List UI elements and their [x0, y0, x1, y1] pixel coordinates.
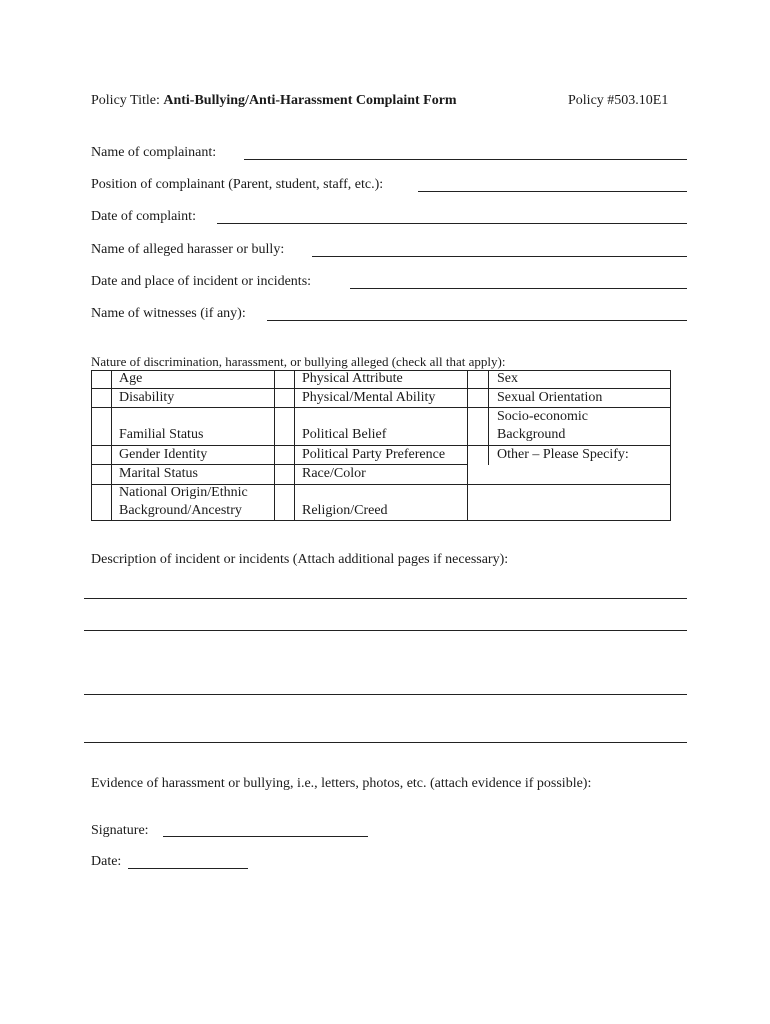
table-rule: [91, 520, 671, 521]
description-line-3[interactable]: [84, 694, 687, 695]
nature-heading: Nature of discrimination, harassment, or bullying alleged (check all that apply):: [91, 354, 506, 369]
checkbox-age[interactable]: [92, 371, 110, 389]
signature-label: Signature:: [91, 823, 149, 838]
checkbox-political-party[interactable]: [275, 446, 293, 464]
policy-title-prefix: Policy Title:: [91, 93, 160, 108]
complainant-name-field[interactable]: [244, 159, 687, 160]
option-familial-status: Familial Status: [119, 427, 204, 442]
policy-title: [91, 93, 457, 109]
complainant-position-field[interactable]: [418, 191, 687, 192]
option-socio-economic-line2: Background: [497, 427, 566, 442]
complainant-name-label: Name of complainant:: [91, 145, 217, 160]
checkbox-sex[interactable]: [468, 371, 486, 389]
evidence-label: Evidence of harassment or bullying, i.e., letters, photos, etc. (attach evidence if possible):: [91, 776, 592, 791]
date-field[interactable]: [128, 868, 248, 869]
checkbox-physical-attribute[interactable]: [275, 371, 293, 389]
checkbox-familial-status[interactable]: [92, 408, 110, 445]
signature-field[interactable]: [163, 836, 368, 837]
option-race-color: Race/Color: [302, 466, 366, 481]
complaint-date-field[interactable]: [217, 223, 687, 224]
incident-date-place-field[interactable]: [350, 288, 687, 289]
checkbox-physical-mental-ability[interactable]: [275, 389, 293, 407]
option-physical-mental-ability: Physical/Mental Ability: [302, 390, 436, 405]
harasser-name-field[interactable]: [312, 256, 687, 257]
checkbox-sexual-orientation[interactable]: [468, 389, 486, 407]
harasser-name-label: Name of alleged harasser or bully:: [91, 242, 285, 257]
option-national-origin-line2: Background/Ancestry: [119, 503, 242, 518]
description-line-2[interactable]: [84, 630, 687, 631]
policy-title-text: Anti-Bullying/Anti-Harassment Complaint Form: [163, 93, 457, 108]
description-line-4[interactable]: [84, 742, 687, 743]
option-national-origin-line1: National Origin/Ethnic: [119, 485, 248, 500]
checkbox-marital-status[interactable]: [92, 465, 110, 483]
option-other: Other – Please Specify:: [497, 447, 629, 462]
checkbox-political-belief[interactable]: [275, 408, 293, 445]
complaint-date-label: Date of complaint:: [91, 209, 196, 224]
incident-date-place-label: Date and place of incident or incidents:: [91, 274, 312, 289]
nature-checkbox-table: [91, 370, 671, 521]
option-sexual-orientation: Sexual Orientation: [497, 390, 603, 405]
witnesses-label: Name of witnesses (if any):: [91, 306, 246, 321]
checkbox-national-origin[interactable]: [92, 485, 110, 520]
checkbox-race-color[interactable]: [275, 465, 293, 483]
table-rule: [294, 370, 295, 521]
witnesses-field[interactable]: [267, 320, 687, 321]
table-rule: [111, 370, 112, 521]
description-label: Description of incident or incidents (Attach additional pages if necessary):: [91, 552, 509, 567]
date-label: Date:: [91, 854, 122, 869]
checkbox-other[interactable]: [468, 446, 486, 464]
checkbox-religion-creed[interactable]: [275, 485, 293, 520]
option-sex: Sex: [497, 371, 518, 386]
checkbox-gender-identity[interactable]: [92, 446, 110, 464]
checkbox-socio-economic[interactable]: [468, 408, 486, 445]
option-socio-economic-line1: Socio-economic: [497, 409, 588, 424]
checkbox-disability[interactable]: [92, 389, 110, 407]
policy-number: Policy #503.10E1: [568, 93, 669, 108]
option-gender-identity: Gender Identity: [119, 447, 208, 462]
option-political-party: Political Party Preference: [302, 447, 446, 462]
option-age: Age: [119, 371, 143, 386]
option-physical-attribute: Physical Attribute: [302, 371, 403, 386]
description-line-1[interactable]: [84, 598, 687, 599]
option-religion-creed: Religion/Creed: [302, 503, 388, 518]
table-rule: [670, 370, 671, 521]
option-political-belief: Political Belief: [302, 427, 387, 442]
option-disability: Disability: [119, 390, 175, 405]
complainant-position-label: Position of complainant (Parent, student, staff, etc.):: [91, 177, 384, 192]
table-rule: [488, 370, 489, 465]
option-marital-status: Marital Status: [119, 466, 198, 481]
